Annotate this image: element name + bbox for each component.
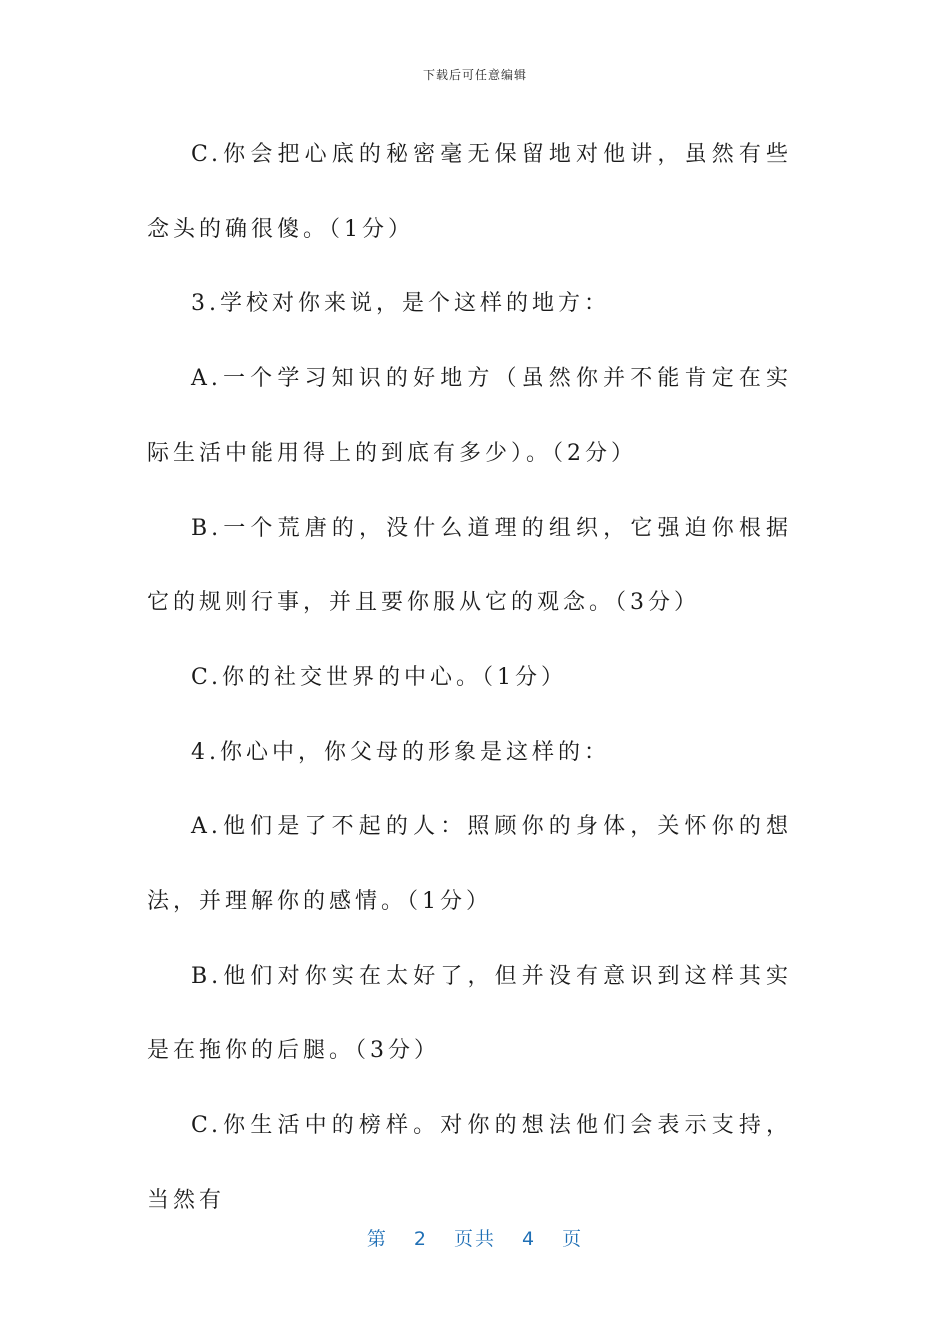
footer-page-prefix: 第 (366, 1228, 388, 1250)
footer-page-suffix: 页 (562, 1228, 584, 1250)
paragraph-q4-option-a: A.他们是了不起的人：照顾你的身体，关怀你的想法，并理解你的感情。（1分） (147, 814, 792, 915)
paragraph-q3-option-b: B.一个荒唐的，没什么道理的组织，它强迫你根据它的规则行事，并且要你服从它的观念。（3分） (147, 515, 792, 616)
footer-page-number: 2 (413, 1228, 428, 1250)
footer-page-middle: 页共 (453, 1228, 496, 1250)
paragraph-q4-option-b: B.他们对你实在太好了，但并没有意识到这样其实是在拖你的后腿。（3分） (147, 963, 792, 1064)
paragraph-q3-option-a: A.一个学习知识的好地方（虽然你并不能肯定在实际生活中能用得上的到底有多少）。（2分） (147, 366, 792, 466)
document-body (147, 118, 792, 1239)
page-footer (0, 1224, 950, 1251)
footer-page-total: 4 (522, 1228, 537, 1250)
paragraph-q4-question: 4.你心中，你父母的形象是这样的： (191, 739, 610, 765)
paragraph-q4-option-c: C.你生活中的榜样。对你的想法他们会表示支持，当然有 (147, 1113, 792, 1213)
paragraph-q2-option-c: C.你会把心底的秘密毫无保留地对他讲，虽然有些念头的确很傻。（1分） (147, 142, 792, 242)
page-header-note: 下载后可任意编辑 (422, 68, 527, 82)
paragraph-q3-option-c: C.你的社交世界的中心。（1分） (191, 664, 568, 690)
paragraph-q3-question: 3.学校对你来说，是个这样的地方： (191, 291, 610, 317)
